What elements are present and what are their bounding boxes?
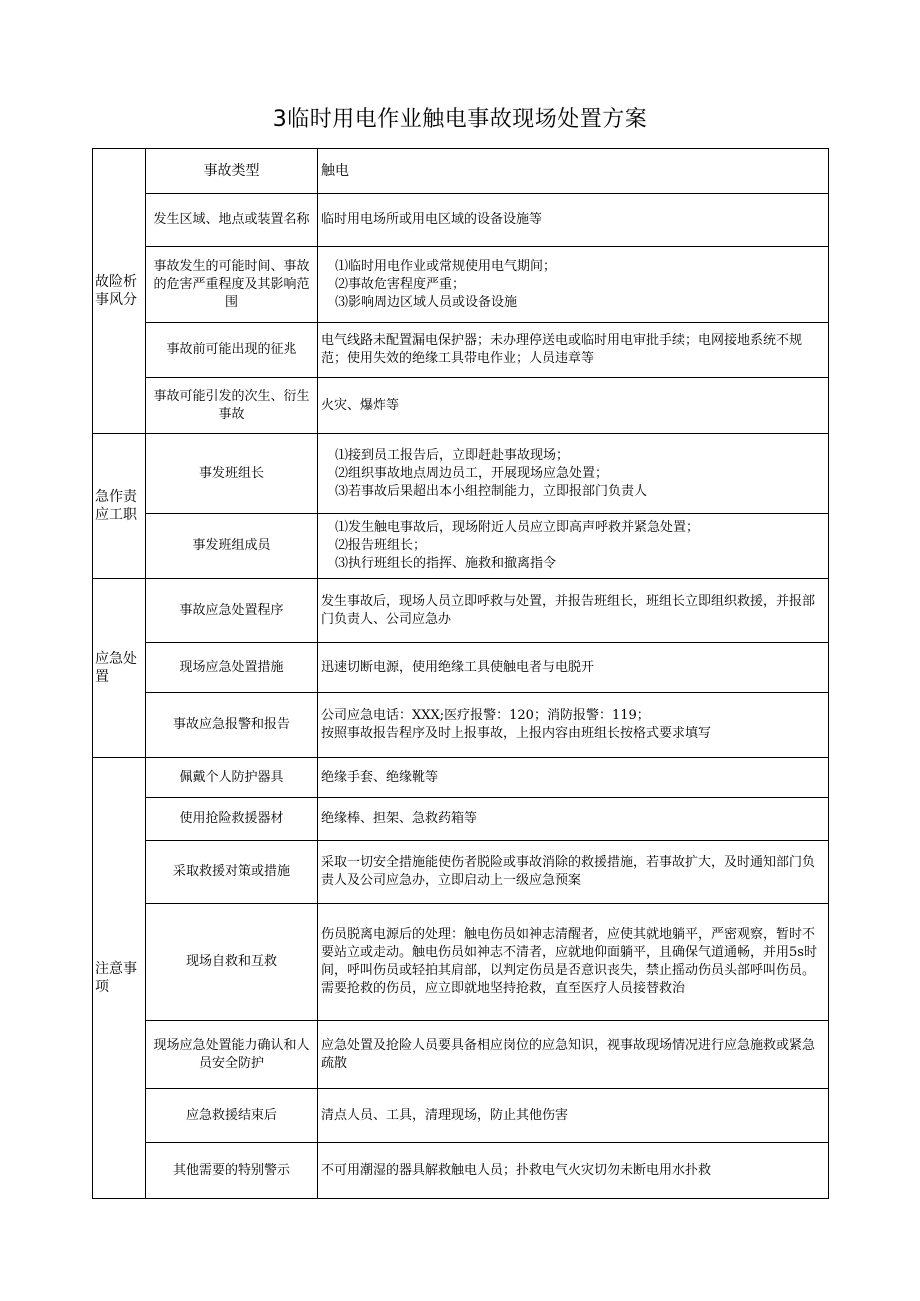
cell-line: 火灾、爆炸等 (321, 397, 400, 413)
table-row (93, 434, 829, 514)
header-label: 事故类型 (146, 149, 318, 194)
cell-line: ⑴接到员工报告后，立即赶赴事故现场； (335, 447, 570, 463)
row-value (318, 904, 829, 1021)
row-label: 佩戴个人防护器具 (146, 758, 318, 798)
row-value (318, 1089, 829, 1143)
cell-line: 不可用潮湿的器具解救触电人员；扑救电气火灾切勿未断电用水扑救 (321, 1162, 712, 1178)
cell-line: 绝缘棒、担架、急救药箱等 (321, 811, 478, 826)
cell-line: ⑵报告班组长； (335, 538, 427, 553)
section-notes: 注意事项 (93, 758, 146, 1199)
table-row (93, 841, 829, 904)
cell-line: ⑶影响周边区域人员或设备设施 (335, 294, 518, 310)
table-row (93, 194, 829, 247)
disposal-plan-table (92, 148, 829, 1199)
cell-line: 伤员脱离电源后的处理：触电伤员如神志清醒者，应使其就地躺平，严密观察，暂时不要站立或走动。触电伤员如神志不清者，应就地仰面躺平，且确保气道通畅，并用5s时间，呼叫伤员或轻拍其肩部，以判定伤员是否意识丧失，禁止摇动伤员头部呼叫伤员。需要抢救的伤员，应立即就地坚持抢救，直至医疗人员接替救治 (321, 927, 817, 996)
row-label: 现场应急处置能力确认和人员安全防护 (146, 1021, 318, 1089)
table-row (93, 378, 829, 434)
cell-line: ⑴临时用电作业或常规使用电气期间； (335, 258, 557, 274)
row-value (318, 841, 829, 904)
table-row (93, 323, 829, 378)
row-label: 使用抢险救援器材 (146, 798, 318, 841)
row-label: 发生区域、地点或装置名称 (146, 194, 318, 247)
cell-line: 发生事故后，现场人员立即呼救与处置，并报告班组长，班组长立即组织救援，并报部门负责人、公司应急办 (321, 593, 816, 627)
row-value (318, 194, 829, 247)
cell-line: 电气线路未配置漏电保护器；未办理停送电或临时用电审批手续；电网接地系统不规范；使用失效的绝缘工具带电作业；人员违章等 (321, 333, 803, 366)
row-label: 应急救援结束后 (146, 1089, 318, 1143)
cell-line: 应急处置及抢险人员要具备相应岗位的应急知识，视事故现场情况进行应急施救或紧急疏散 (321, 1037, 816, 1071)
section-emergency-response: 应急处置 (93, 579, 146, 758)
row-label: 其他需要的特别警示 (146, 1143, 318, 1199)
table-row (93, 758, 829, 798)
row-value (318, 758, 829, 798)
cell-line: 清点人员、工具，清理现场，防止其他伤害 (321, 1107, 569, 1123)
cell-line: 绝缘手套、绝缘靴等 (321, 769, 439, 785)
cell-line: 公司应急电话：XXX;医疗报警：120；消防报警：119； (321, 708, 650, 723)
table-row (93, 693, 829, 758)
row-value (318, 1143, 829, 1199)
row-label: 事故发生的可能时间、事故的危害严重程度及其影响范围 (146, 247, 318, 323)
table-row (93, 579, 829, 643)
table-row (93, 904, 829, 1021)
row-label: 事故可能引发的次生、衍生事故 (146, 378, 318, 434)
row-label: 事发班组长 (146, 434, 318, 514)
row-label: 采取救援对策或措施 (146, 841, 318, 904)
cell-line: ⑴发生触电事故后，现场附近人员应立即高声呼救并紧急处置； (335, 520, 700, 535)
row-value (318, 579, 829, 643)
row-value (318, 798, 829, 841)
cell-line: 按照事故报告程序及时上报事故，上报内容由班组长按格式要求填写 (321, 726, 712, 741)
cell-line: ⑵组织事故地点周边员工，开展现场应急处置； (335, 465, 609, 481)
table-row (93, 1089, 829, 1143)
header-value: 触电 (318, 149, 829, 194)
row-label: 事故前可能出现的征兆 (146, 323, 318, 378)
cell-line: ⑵事故危害程度严重； (335, 276, 466, 292)
table-row (93, 798, 829, 841)
page-title: 3临时用电作业触电事故现场处置方案 (272, 107, 648, 132)
row-value (318, 434, 829, 514)
row-value (318, 247, 829, 323)
table-row (93, 247, 829, 323)
cell-line: 采取一切安全措施能使伤者脱险或事故消除的救援措施，若事故扩大，及时通知部门负责人及公司应急办，立即启动上一级应急预案 (321, 855, 816, 888)
table-row (93, 643, 829, 693)
section-emergency-duties: 急作责应工职 (93, 434, 146, 579)
row-label: 事发班组成员 (146, 514, 318, 579)
row-label: 现场自救和互救 (146, 904, 318, 1021)
cell-line: ⑶若事故后果超出本小组控制能力，立即报部门负责人 (335, 483, 648, 499)
cell-line: 临时用电场所或用电区域的设备设施等 (321, 212, 543, 227)
table-row (93, 514, 829, 579)
table-row (93, 1021, 829, 1089)
cell-line: 迅速切断电源，使用绝缘工具使触电者与电脱开 (321, 659, 595, 675)
section-risk-analysis: 故险析事风分 (93, 149, 146, 434)
row-value (318, 514, 829, 579)
row-label: 事故应急报警和报告 (146, 693, 318, 758)
table-row (93, 1143, 829, 1199)
row-value (318, 323, 829, 378)
cell-line: ⑶执行班组长的指挥、施救和撤离指令 (335, 556, 557, 571)
row-value (318, 1021, 829, 1089)
row-value (318, 643, 829, 693)
row-label: 事故应急处置程序 (146, 579, 318, 643)
row-value (318, 693, 829, 758)
row-value (318, 378, 829, 434)
row-label: 现场应急处置措施 (146, 643, 318, 693)
